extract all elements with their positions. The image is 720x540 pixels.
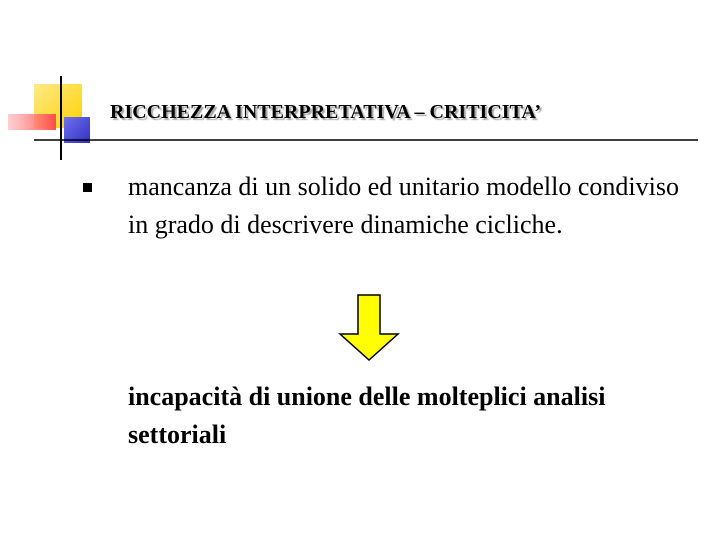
bullet-text: mancanza di un solido ed unitario modello condiviso in grado di descrivere dinamiche cicliche. — [128, 172, 679, 239]
blue-square — [64, 117, 90, 143]
down-arrow-icon — [338, 294, 400, 362]
slide-title: RICCHEZZA INTERPRETATIVA – CRITICITA’ — [110, 101, 542, 123]
square-bullet-icon — [83, 183, 92, 192]
conclusion-text: incapacità di unione delle molteplici analisi settoriali — [128, 382, 606, 449]
corner-squares-icon — [0, 0, 720, 170]
red-bar — [8, 114, 56, 130]
